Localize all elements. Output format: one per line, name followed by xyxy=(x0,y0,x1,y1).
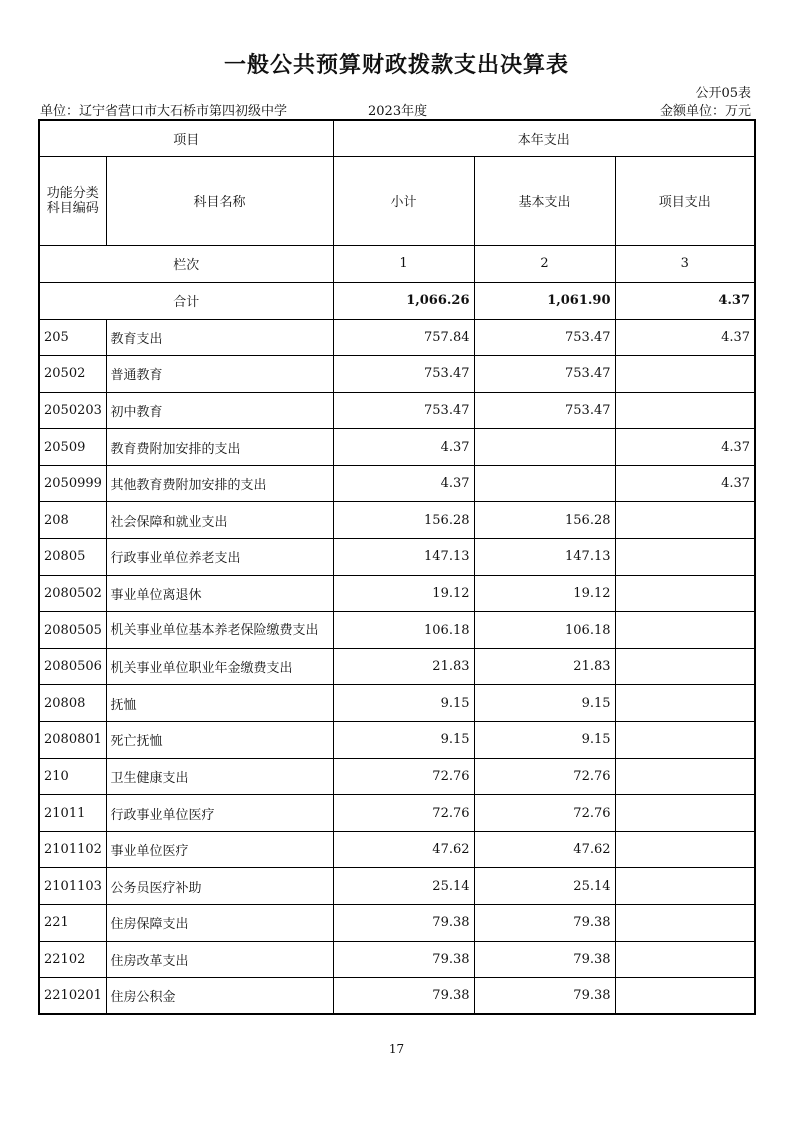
row-name: 行政事业单位养老支出 xyxy=(106,539,333,576)
row-subtotal: 9.15 xyxy=(333,722,474,759)
column-number-3: 3 xyxy=(615,245,755,282)
row-subtotal: 753.47 xyxy=(333,392,474,429)
row-project xyxy=(615,575,755,612)
row-code: 2080506 xyxy=(39,648,106,685)
row-basic: 156.28 xyxy=(474,502,615,539)
fiscal-year: 2023年度 xyxy=(368,104,428,119)
table-row xyxy=(39,502,755,539)
total-basic: 1,061.90 xyxy=(474,282,615,319)
row-basic: 753.47 xyxy=(474,392,615,429)
row-subtotal: 79.38 xyxy=(333,941,474,978)
table-row xyxy=(39,319,755,356)
row-basic xyxy=(474,465,615,502)
row-basic: 9.15 xyxy=(474,685,615,722)
row-code: 221 xyxy=(39,905,106,942)
row-project xyxy=(615,868,755,905)
header-current-year: 本年支出 xyxy=(333,120,755,156)
money-unit: 金额单位：万元 xyxy=(659,104,751,119)
table-row xyxy=(39,648,755,685)
row-project: 4.37 xyxy=(615,319,755,356)
expenditure-table xyxy=(38,119,756,1015)
row-basic: 147.13 xyxy=(474,539,615,576)
row-name: 死亡抚恤 xyxy=(106,722,333,759)
row-project xyxy=(615,941,755,978)
row-project xyxy=(615,978,755,1015)
table-row xyxy=(39,465,755,502)
row-code: 20808 xyxy=(39,685,106,722)
row-code: 20502 xyxy=(39,356,106,393)
row-subtotal: 25.14 xyxy=(333,868,474,905)
row-project xyxy=(615,831,755,868)
header-code: 功能分类科目编码 xyxy=(39,156,106,245)
row-subtotal: 9.15 xyxy=(333,685,474,722)
row-name: 事业单位医疗 xyxy=(106,831,333,868)
row-subtotal: 79.38 xyxy=(333,978,474,1015)
row-project xyxy=(615,795,755,832)
row-name: 卫生健康支出 xyxy=(106,758,333,795)
row-subtotal: 47.62 xyxy=(333,831,474,868)
table-row xyxy=(39,685,755,722)
row-subtotal: 757.84 xyxy=(333,319,474,356)
row-basic: 753.47 xyxy=(474,319,615,356)
row-name: 普通教育 xyxy=(106,356,333,393)
row-code: 2080801 xyxy=(39,722,106,759)
column-number-2: 2 xyxy=(474,245,615,282)
row-project xyxy=(615,502,755,539)
row-name: 社会保障和就业支出 xyxy=(106,502,333,539)
header-subtotal: 小计 xyxy=(333,156,474,245)
table-row xyxy=(39,905,755,942)
table-row xyxy=(39,429,755,466)
header-project: 项目支出 xyxy=(615,156,755,245)
row-name: 教育费附加安排的支出 xyxy=(106,429,333,466)
total-project: 4.37 xyxy=(615,282,755,319)
row-name: 机关事业单位职业年金缴费支出 xyxy=(106,648,333,685)
row-name: 机关事业单位基本养老保险缴费支出 xyxy=(106,612,333,649)
row-project xyxy=(615,648,755,685)
row-subtotal: 156.28 xyxy=(333,502,474,539)
header-item: 项目 xyxy=(39,120,333,156)
table-row xyxy=(39,758,755,795)
table-row xyxy=(39,356,755,393)
row-code: 2210201 xyxy=(39,978,106,1015)
row-name: 行政事业单位医疗 xyxy=(106,795,333,832)
row-name: 初中教育 xyxy=(106,392,333,429)
row-subtotal: 4.37 xyxy=(333,429,474,466)
row-code: 20509 xyxy=(39,429,106,466)
row-code: 205 xyxy=(39,319,106,356)
form-number: 公开05表 xyxy=(695,86,751,101)
row-basic: 72.76 xyxy=(474,795,615,832)
row-basic: 106.18 xyxy=(474,612,615,649)
row-basic: 25.14 xyxy=(474,868,615,905)
total-row xyxy=(39,282,755,319)
table-row xyxy=(39,795,755,832)
row-subtotal: 72.76 xyxy=(333,795,474,832)
table-row xyxy=(39,978,755,1015)
row-basic xyxy=(474,429,615,466)
header-basic: 基本支出 xyxy=(474,156,615,245)
table-row xyxy=(39,539,755,576)
header-name: 科目名称 xyxy=(106,156,333,245)
row-name: 公务员医疗补助 xyxy=(106,868,333,905)
unit-name: 单位：辽宁省营口市大石桥市第四初级中学 xyxy=(40,104,288,119)
row-code: 2080505 xyxy=(39,612,106,649)
row-project: 4.37 xyxy=(615,465,755,502)
total-label: 合计 xyxy=(39,282,333,319)
row-basic: 21.83 xyxy=(474,648,615,685)
row-name: 抚恤 xyxy=(106,685,333,722)
row-project xyxy=(615,758,755,795)
table-row xyxy=(39,831,755,868)
row-project xyxy=(615,356,755,393)
row-code: 20805 xyxy=(39,539,106,576)
row-subtotal: 79.38 xyxy=(333,905,474,942)
row-code: 21011 xyxy=(39,795,106,832)
row-code: 208 xyxy=(39,502,106,539)
page-title: 一般公共预算财政拨款支出决算表 xyxy=(223,53,569,78)
row-basic: 9.15 xyxy=(474,722,615,759)
total-subtotal: 1,066.26 xyxy=(333,282,474,319)
column-number-1: 1 xyxy=(333,245,474,282)
row-subtotal: 72.76 xyxy=(333,758,474,795)
row-code: 22102 xyxy=(39,941,106,978)
row-name: 事业单位离退休 xyxy=(106,575,333,612)
row-subtotal: 4.37 xyxy=(333,465,474,502)
row-basic: 753.47 xyxy=(474,356,615,393)
row-basic: 72.76 xyxy=(474,758,615,795)
row-code: 2050999 xyxy=(39,465,106,502)
row-project xyxy=(615,612,755,649)
row-subtotal: 147.13 xyxy=(333,539,474,576)
table-row xyxy=(39,575,755,612)
row-subtotal: 21.83 xyxy=(333,648,474,685)
row-project xyxy=(615,905,755,942)
row-subtotal: 19.12 xyxy=(333,575,474,612)
row-name: 教育支出 xyxy=(106,319,333,356)
row-code: 2080502 xyxy=(39,575,106,612)
row-project: 4.37 xyxy=(615,429,755,466)
row-subtotal: 753.47 xyxy=(333,356,474,393)
table-row xyxy=(39,392,755,429)
row-project xyxy=(615,685,755,722)
row-code: 2101103 xyxy=(39,868,106,905)
row-name: 住房保障支出 xyxy=(106,905,333,942)
row-basic: 79.38 xyxy=(474,905,615,942)
row-name: 住房公积金 xyxy=(106,978,333,1015)
row-basic: 19.12 xyxy=(474,575,615,612)
page-number: 17 xyxy=(388,1042,405,1056)
table-row xyxy=(39,941,755,978)
row-code: 2050203 xyxy=(39,392,106,429)
table-row xyxy=(39,612,755,649)
row-basic: 79.38 xyxy=(474,941,615,978)
row-project xyxy=(615,722,755,759)
row-name: 住房改革支出 xyxy=(106,941,333,978)
row-project xyxy=(615,392,755,429)
row-code: 2101102 xyxy=(39,831,106,868)
column-label: 栏次 xyxy=(39,245,333,282)
table-row xyxy=(39,868,755,905)
row-basic: 47.62 xyxy=(474,831,615,868)
row-basic: 79.38 xyxy=(474,978,615,1015)
row-subtotal: 106.18 xyxy=(333,612,474,649)
row-code: 210 xyxy=(39,758,106,795)
table-row xyxy=(39,722,755,759)
row-name: 其他教育费附加安排的支出 xyxy=(106,465,333,502)
row-project xyxy=(615,539,755,576)
